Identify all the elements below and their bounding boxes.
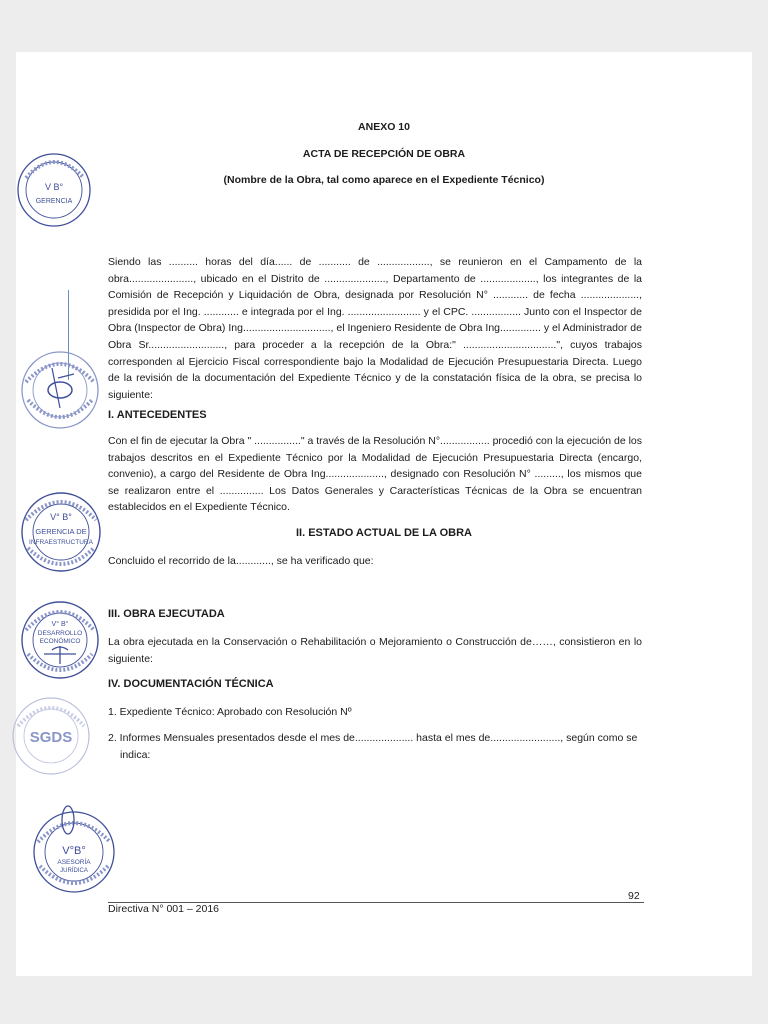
documentation-item-2-line1: 2. Informes Mensuales presentados desde el mes de.................... hasta el mes de........................, según como se bbox=[108, 732, 638, 744]
document-title: ACTA DE RECEPCIÓN DE OBRA bbox=[302, 148, 466, 160]
stamp-desarrollo-seal-icon bbox=[8, 598, 112, 682]
stamp-infra-line2: INFRAESTRUCTURA bbox=[29, 539, 93, 546]
section-antecedentes-text: Con el fin de ejecutar la Obra " ................" a través de la Resolución N°................. procedió con la ejecución de los trabajos descritos en el Expediente Técnico por la Modalidad de Ejecución Presupuestaria Directa (encargo, convenio), a cargo del Residente de Obra Ing...................., designado con Resolución N° ........., los mismos que se realizaron entre el ............... Los Datos Generales y Características Técnicas de la Obra se encuentran establecidos en el Expediente Técnico. bbox=[108, 435, 642, 514]
section-obra-text: La obra ejecutada en la Conservación o Rehabilitación o Mejoramiento o Construcción de……, consistieron en lo siguiente: bbox=[108, 636, 642, 665]
section-estado-text: Concluido el recorrido de la............, se ha verificado que: bbox=[108, 555, 374, 567]
stamp-asesoria-line1: ASESORÍA bbox=[57, 859, 91, 866]
stamp-round-seal-icon bbox=[12, 348, 108, 432]
footer-directive: Directiva N° 001 – 2016 bbox=[108, 903, 220, 915]
stamp-gerencia-bottom: GERENCIA bbox=[35, 198, 73, 205]
documentation-item-2 bbox=[108, 730, 642, 763]
stamp-gerencia-center: V B° bbox=[44, 182, 64, 192]
intro-paragraph: Siendo las .......... horas del día...... de ........... de .................., se reunieron en el Campamento de la obra......................, ubicado en el Distrito de ....................., Departamento de ..................., los integrantes de la Comisión de Recepción y Liquidación de Obra, designada por Resolución N° ............ de fecha ...................., presidida por el Ing. ............ e integrada por el Ing. ......................... y el CPC. ................. Junto con el Inspector de Obra (Inspector de Obra) Ing.............................., el Ingeniero Residente de Obra Ing.............. y el Administrador de Obra Sr.........................., para proceder a la recepción de la Obra:" ................................", cuyos trabajos corresponden al Ejercicio Fiscal correspondiente bajo la Modalidad de Ejecución Presupuestaria Directa. Luego de la revisión de la documentación del Expediente Técnico y de la constatación física de la obra, se precisa lo siguiente: bbox=[108, 256, 642, 401]
stamp-infraestructura-seal-icon bbox=[6, 490, 116, 574]
annex-heading: ANEXO 10 bbox=[358, 121, 410, 133]
section-documentacion-heading: IV. DOCUMENTACIÓN TÉCNICA bbox=[108, 678, 274, 690]
stamp-infra-line1: GERENCIA DE bbox=[35, 527, 87, 536]
stamp-sgds-seal-icon bbox=[6, 694, 96, 778]
document-subtitle: (Nombre de la Obra, tal como aparece en el Expediente Técnico) bbox=[223, 174, 545, 186]
stamp-desarrollo-line2: ECONÓMICO bbox=[39, 638, 81, 645]
section-antecedentes-heading: I. ANTECEDENTES bbox=[108, 409, 207, 421]
stamp-gerencia-seal-icon bbox=[12, 150, 98, 230]
documentation-item-2-line2: indica: bbox=[120, 748, 151, 761]
stamp-asesoria-seal-icon bbox=[24, 802, 124, 898]
stamp-asesoria-top: V°B° bbox=[62, 845, 86, 857]
page-number: 92 bbox=[628, 890, 640, 902]
section-estado-heading: II. ESTADO ACTUAL DE LA OBRA bbox=[296, 527, 472, 539]
documentation-item-1: 1. Expediente Técnico: Aprobado con Resolución Nº bbox=[108, 706, 352, 718]
stamp-desarrollo-top: V° B° bbox=[51, 621, 69, 628]
stamp-sgds-center: SGDS bbox=[29, 729, 73, 746]
stamp-asesoria-line2: JURÍDICA bbox=[60, 868, 88, 874]
section-obra-heading: III. OBRA EJECUTADA bbox=[108, 608, 225, 620]
stamp-desarrollo-line1: DESARROLLO bbox=[37, 630, 83, 637]
stamp-infra-top: V° B° bbox=[50, 512, 72, 522]
